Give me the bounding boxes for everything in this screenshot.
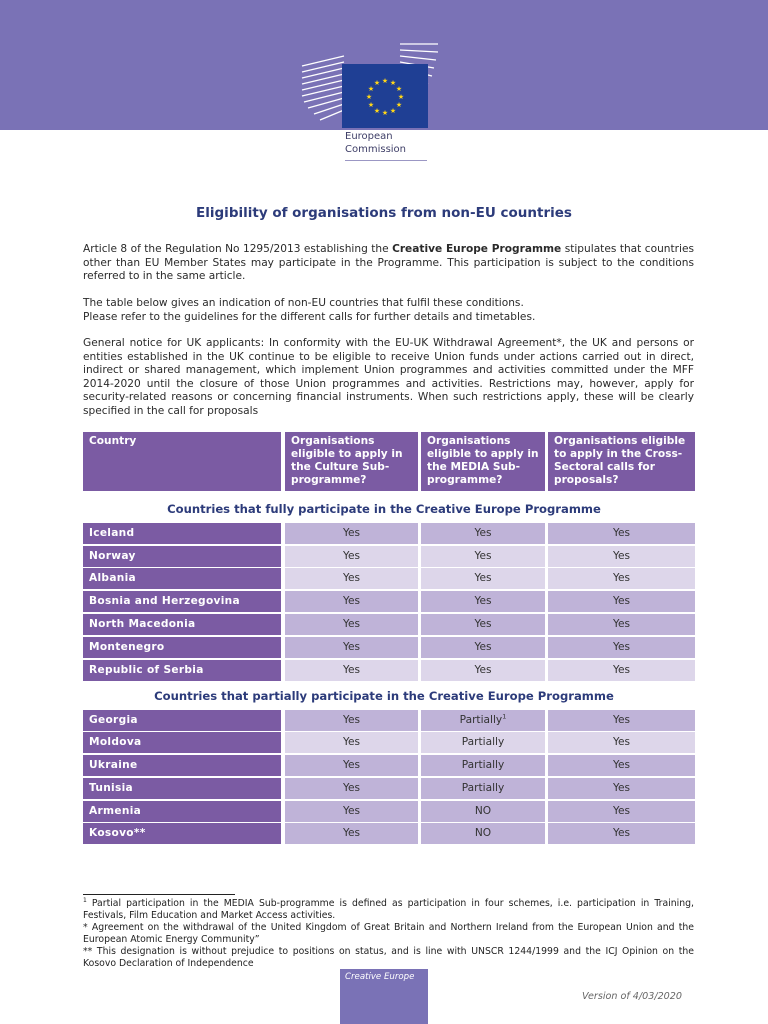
- programme-name: Creative Europe Programme: [392, 243, 562, 255]
- page-title: Eligibility of organisations from non-EU countries: [196, 205, 572, 221]
- media-value: [421, 710, 545, 731]
- creative-europe-label: Creative Europe: [345, 972, 415, 982]
- svg-text:★: ★: [365, 93, 373, 101]
- svg-text:★: ★: [367, 85, 375, 93]
- cross-value: Yes: [548, 755, 695, 776]
- culture-value: Yes: [285, 546, 418, 567]
- cross-value: Yes: [548, 823, 695, 844]
- svg-text:★: ★: [389, 107, 397, 115]
- logo-line-2: Commission: [345, 144, 407, 155]
- intro-p2-line-1: The table below gives an indication of non-EU countries that fulfil these conditions.: [83, 297, 524, 309]
- country-name: Ukraine: [83, 755, 281, 776]
- culture-value: Yes: [285, 801, 418, 822]
- cross-value: Yes: [548, 660, 695, 681]
- intro-paragraph-2: [83, 297, 694, 324]
- intro-p2-line-2: Please refer to the guidelines for the different calls for further details and timetables.: [83, 310, 536, 323]
- country-name: Tunisia: [83, 778, 281, 799]
- culture-value: Yes: [285, 637, 418, 658]
- table-row: [83, 637, 695, 659]
- country-name: North Macedonia: [83, 614, 281, 635]
- culture-value: Yes: [285, 732, 418, 753]
- media-value: Partially: [421, 755, 545, 776]
- footnote-1-text: Partial participation in the MEDIA Sub-programme is defined as participation in four schemes, i.e. participation in Training, Festivals, Film Education and Market Access activities.: [83, 898, 694, 921]
- header-cross-sectoral: Organisations eligible to apply in the Cross-Sectoral calls for proposals?: [548, 432, 695, 491]
- country-name: Kosovo**: [83, 823, 281, 844]
- full-participation-heading: Countries that fully participate in the Creative Europe Programme: [167, 502, 601, 516]
- eu-flag: [342, 64, 428, 128]
- culture-value: Yes: [285, 591, 418, 612]
- cross-value: Yes: [548, 801, 695, 822]
- media-value: Yes: [421, 568, 545, 589]
- svg-text:★: ★: [367, 101, 375, 109]
- table-row: [83, 755, 695, 777]
- table-row: [83, 823, 695, 845]
- media-value: NO: [421, 823, 545, 844]
- cross-value: Yes: [548, 614, 695, 635]
- cross-value: Yes: [548, 546, 695, 567]
- footnote-1: [83, 898, 694, 922]
- cross-value: Yes: [548, 637, 695, 658]
- svg-text:★: ★: [381, 109, 389, 117]
- country-name: Iceland: [83, 523, 281, 544]
- cross-value: Yes: [548, 778, 695, 799]
- cross-value: Yes: [548, 568, 695, 589]
- cross-value: Yes: [548, 523, 695, 544]
- intro-p1-tail: stipulates that countries other than EU Member States may participate in the Programme. This participation is subject to the conditions referred to in the same article.: [83, 243, 694, 283]
- culture-value: Yes: [285, 660, 418, 681]
- table-row: [83, 732, 695, 754]
- logo-underline: [345, 160, 427, 161]
- table-row: [83, 660, 695, 682]
- culture-value: Yes: [285, 755, 418, 776]
- table-row: [83, 523, 695, 545]
- media-value: Partially: [421, 732, 545, 753]
- svg-text:★: ★: [389, 79, 397, 87]
- svg-text:★: ★: [381, 77, 389, 85]
- uk-notice-paragraph: General notice for UK applicants: In conformity with the EU-UK Withdrawal Agreement*, the UK and persons or entities established in the UK continue to be eligible to receive Union funds under actions carried out in direct, indirect or shared management, which implement Union programmes and activities committed under the MFF 2014-2020 until the closure of those Union programmes and activities. Restrictions may, however, apply for security-related reasons or concerning financial instruments. When such restrictions apply, these will be clearly specified in the call for proposals: [83, 337, 694, 417]
- logo-line-1: European: [345, 131, 393, 142]
- media-value: Yes: [421, 660, 545, 681]
- footnotes: [83, 898, 694, 970]
- table-row: [83, 568, 695, 590]
- table-row: [83, 591, 695, 613]
- culture-value: Yes: [285, 523, 418, 544]
- svg-text:★: ★: [373, 79, 381, 87]
- media-value: Yes: [421, 614, 545, 635]
- footnote-separator: [83, 894, 235, 895]
- svg-text:★: ★: [395, 85, 403, 93]
- intro-paragraph-1: [83, 243, 694, 284]
- cross-value: Yes: [548, 732, 695, 753]
- culture-value: Yes: [285, 614, 418, 635]
- logo-wordmark: [345, 130, 406, 156]
- media-value: Yes: [421, 591, 545, 612]
- country-name: Albania: [83, 568, 281, 589]
- version-label: Version of 4/03/2020: [582, 991, 682, 1002]
- media-value: Yes: [421, 637, 545, 658]
- svg-text:★: ★: [395, 101, 403, 109]
- country-name: Moldova: [83, 732, 281, 753]
- media-value-text: Partially: [459, 714, 503, 726]
- culture-value: Yes: [285, 568, 418, 589]
- country-name: Bosnia and Herzegovina: [83, 591, 281, 612]
- partial-participation-heading: Countries that partially participate in the Creative Europe Programme: [154, 689, 614, 703]
- country-name: Montenegro: [83, 637, 281, 658]
- svg-text:★: ★: [373, 107, 381, 115]
- cross-value: Yes: [548, 710, 695, 731]
- header-country: Country: [83, 432, 281, 491]
- footnote-2: * Agreement on the withdrawal of the United Kingdom of Great Britain and Northern Ireland from the European Union and the European Atomic Energy Community”: [83, 922, 694, 945]
- table-row: [83, 778, 695, 800]
- media-value: Yes: [421, 523, 545, 544]
- footnote-3: ** This designation is without prejudice to positions on status, and is line with UNSCR 1244/1999 and the ICJ Opinion on the Kosovo Declaration of Independence: [83, 946, 694, 969]
- media-value: NO: [421, 801, 545, 822]
- table-row: [83, 546, 695, 568]
- table-row: [83, 614, 695, 636]
- cross-value: Yes: [548, 591, 695, 612]
- header-media: Organisations eligible to apply in the MEDIA Sub-programme?: [421, 432, 545, 491]
- table-row: [83, 801, 695, 823]
- country-name: Republic of Serbia: [83, 660, 281, 681]
- footnote-marker: 1: [502, 712, 507, 721]
- table-row: [83, 710, 695, 732]
- country-name: Norway: [83, 546, 281, 567]
- culture-value: Yes: [285, 823, 418, 844]
- media-value: Partially: [421, 778, 545, 799]
- footnote-1-marker: 1: [83, 896, 87, 904]
- country-name: Armenia: [83, 801, 281, 822]
- culture-value: Yes: [285, 778, 418, 799]
- culture-value: Yes: [285, 710, 418, 731]
- country-name: Georgia: [83, 710, 281, 731]
- header-culture: Organisations eligible to apply in the Culture Sub-programme?: [285, 432, 418, 491]
- svg-text:★: ★: [397, 93, 405, 101]
- media-value: Yes: [421, 546, 545, 567]
- intro-p1-text: Article 8 of the Regulation No 1295/2013 establishing the: [83, 243, 393, 255]
